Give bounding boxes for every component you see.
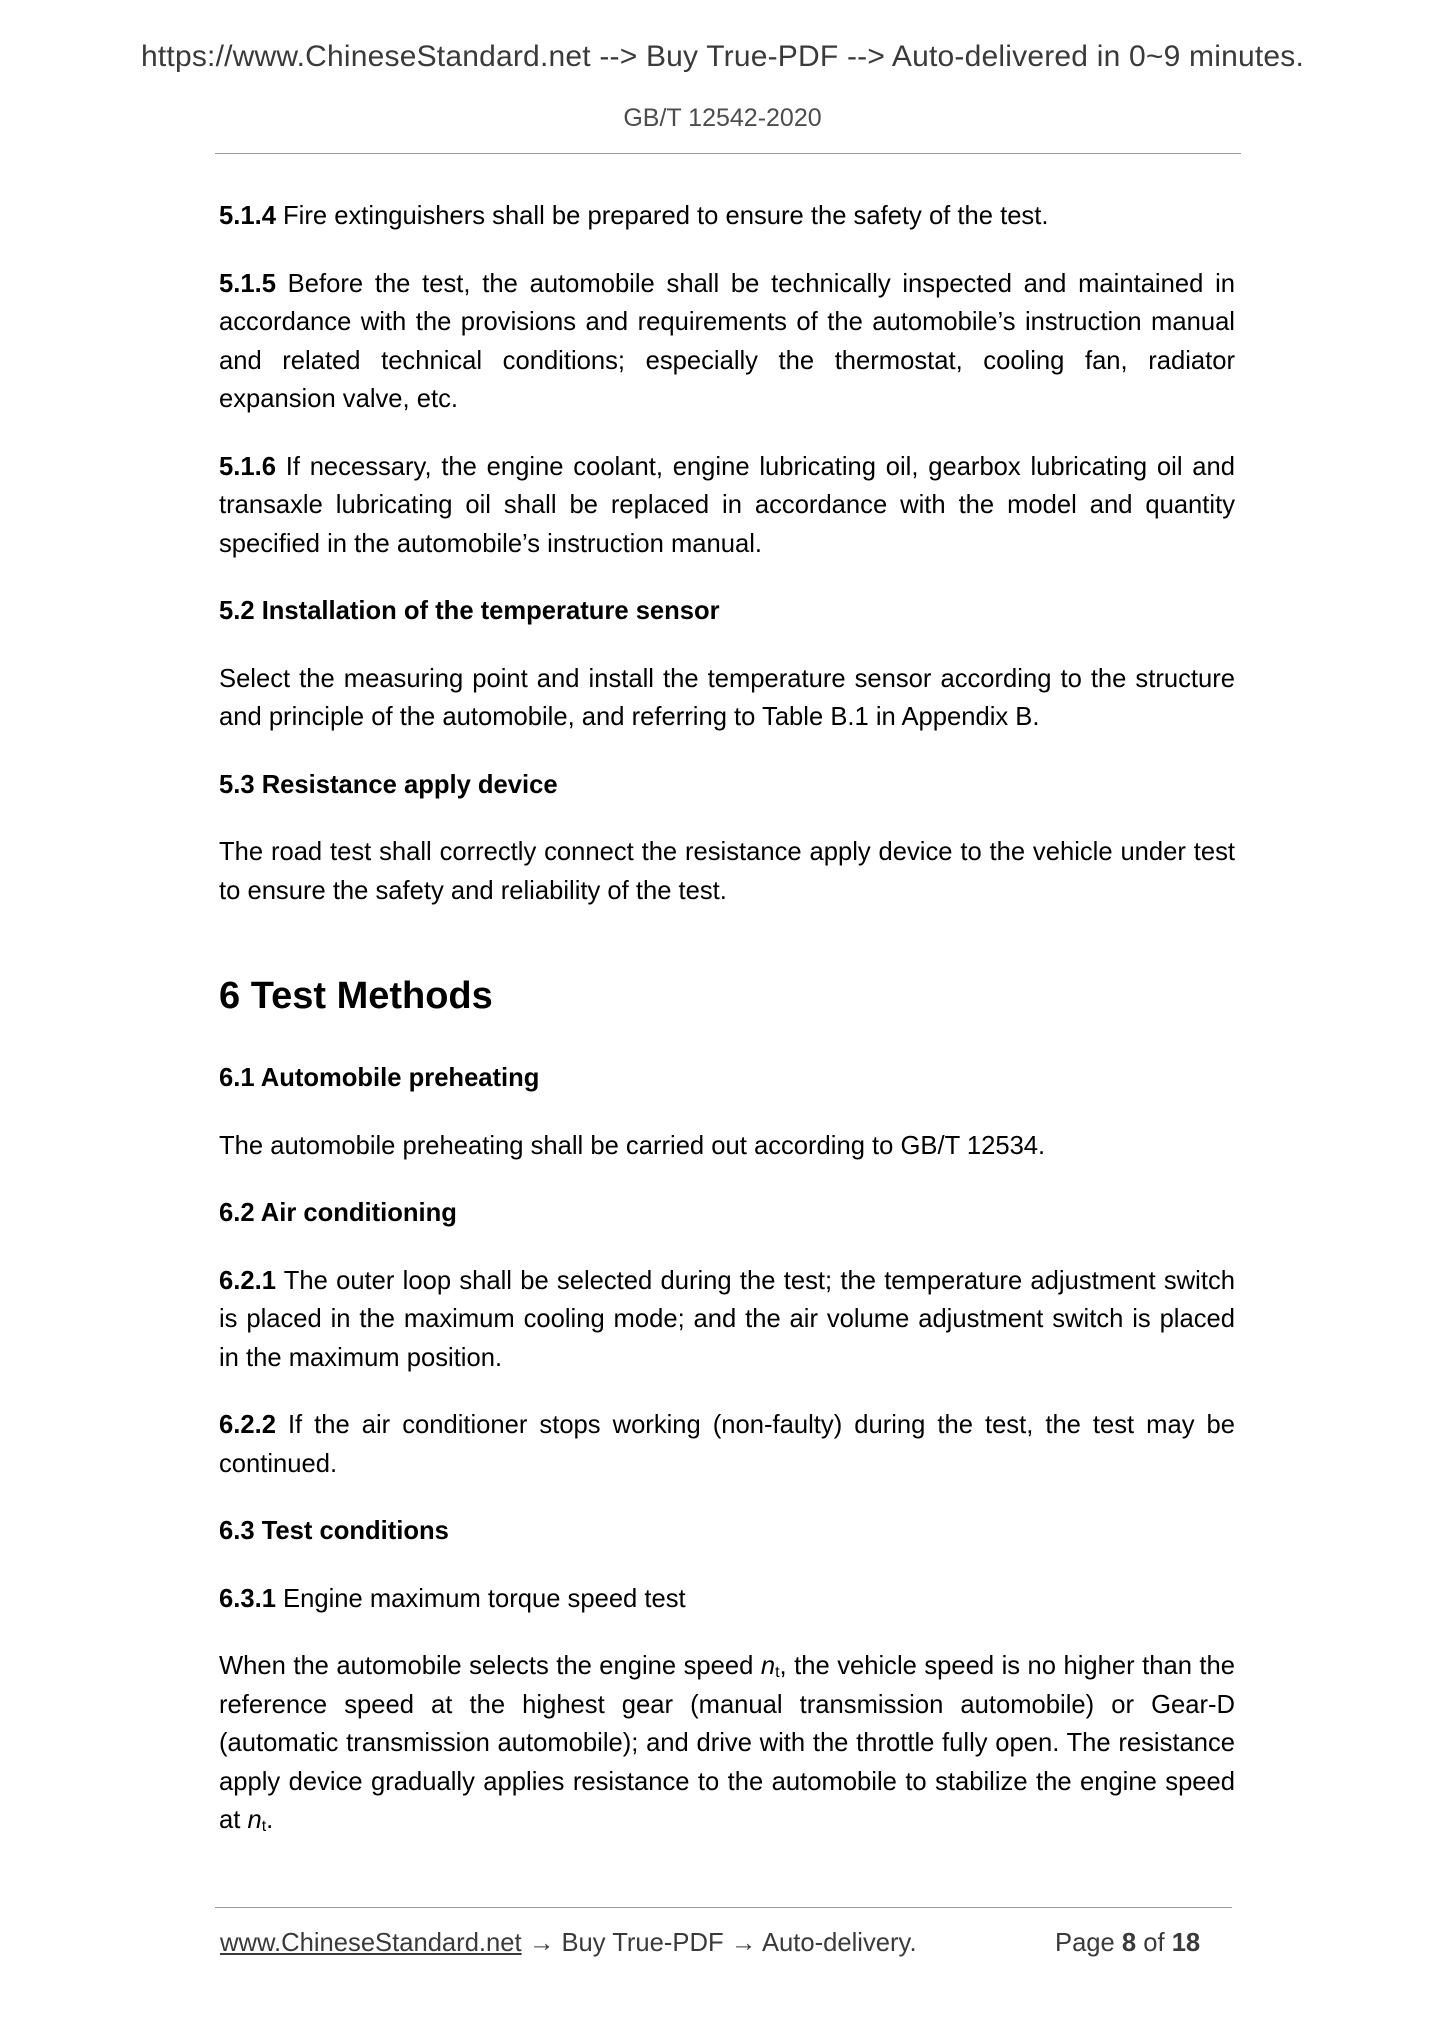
paragraph-5-2: Select the measuring point and install the temperature sensor according to the structure and principle of the automobile, and referring to Table B.1 in Appendix B. [219,664,1235,731]
heading-6-2: 6.2 Air conditioning [219,1199,457,1227]
clause-5-1-5 [219,265,1235,419]
text-run: When the automobile selects the engine speed [219,1652,761,1680]
footer-link[interactable]: www.ChineseStandard.net [220,1929,522,1957]
page-indicator [1055,1929,1200,1958]
footer-promo [220,1929,917,1958]
section-heading-6: 6 Test Methods [219,975,493,1017]
page-label: Page [1055,1929,1122,1957]
page-total: 18 [1171,1929,1201,1957]
page-number: 8 [1121,1929,1137,1957]
clause-6-3-1 [219,1580,1235,1619]
clause-5-1-4 [219,197,1235,236]
paragraph-6-1: The automobile preheating shall be carried out according to GB/T 12534. [219,1131,1046,1160]
paragraph-5-3: The road test shall correctly connect the resistance apply device to the vehicle under test to ensure the safety and reliability of the test. [219,838,1235,905]
footer-tail: → Buy True-PDF → Auto-delivery. [521,1929,917,1957]
variable-n: n [760,1652,776,1680]
clause-number: 6.2.2 [219,1411,276,1439]
clause-number: 6.2.1 [219,1266,276,1295]
clause-text: If the air conditioner stops working (non-faulty) during the test, the test may be continued. [219,1411,1235,1478]
clause-number: 6.3.1 [219,1584,276,1613]
clause-text: The outer loop shall be selected during the test; the temperature adjustment switch is placed in the maximum cooling mode; and the air volume adjustment switch is placed in the maximum position. [219,1266,1235,1372]
standard-code: GB/T 12542-2020 [623,104,822,132]
clause-number: 5.1.4 [219,202,276,230]
clause-number: 5.1.6 [219,452,276,481]
variable-subscript: t [261,1818,267,1835]
clause-text: Fire extinguishers shall be prepared to ensure the safety of the test. [275,202,1049,230]
header-divider [215,153,1241,154]
top-banner: https://www.ChineseStandard.net --> Buy True-PDF --> Auto-delivered in 0~9 minutes. [141,40,1304,73]
document-body [219,197,1235,1869]
clause-5-1-6 [219,448,1235,564]
text-run: . [266,1806,274,1834]
heading-6-1: 6.1 Automobile preheating [219,1064,540,1092]
text-run: , the vehicle speed is no higher than the reference speed at the highest gear (manual transmission automobile) or Gear-D (automatic transmission automobile); and drive with the throttle fully open. The resistance apply device gradually applies resistance to the automobile to stabilize the engine speed at [219,1652,1235,1834]
footer-divider [215,1907,1232,1908]
variable-subscript: t [775,1664,780,1681]
heading-5-2: 5.2 Installation of the temperature sensor [219,597,720,625]
variable-n: n [247,1806,262,1834]
clause-6-2-1 [219,1262,1235,1378]
clause-number: 5.1.5 [219,269,276,298]
paragraph-6-3-1-body [219,1647,1235,1840]
heading-6-3: 6.3 Test conditions [219,1517,449,1545]
clause-text: Before the test, the automobile shall be technically inspected and maintained in accordance with the provisions and requirements of the automobile’s instruction manual and related technical conditions; especially the thermostat, cooling fan, radiator expansion valve, etc. [219,269,1235,413]
clause-text: If necessary, the engine coolant, engine lubricating oil, gearbox lubricating oil and transaxle lubricating oil shall be replaced in accordance with the model and quantity specified in the automobile’s instruction manual. [219,452,1235,558]
clause-text: Engine maximum torque speed test [275,1584,686,1613]
heading-5-3: 5.3 Resistance apply device [219,770,558,799]
of-label: of [1136,1929,1172,1957]
clause-6-2-2 [219,1406,1235,1483]
